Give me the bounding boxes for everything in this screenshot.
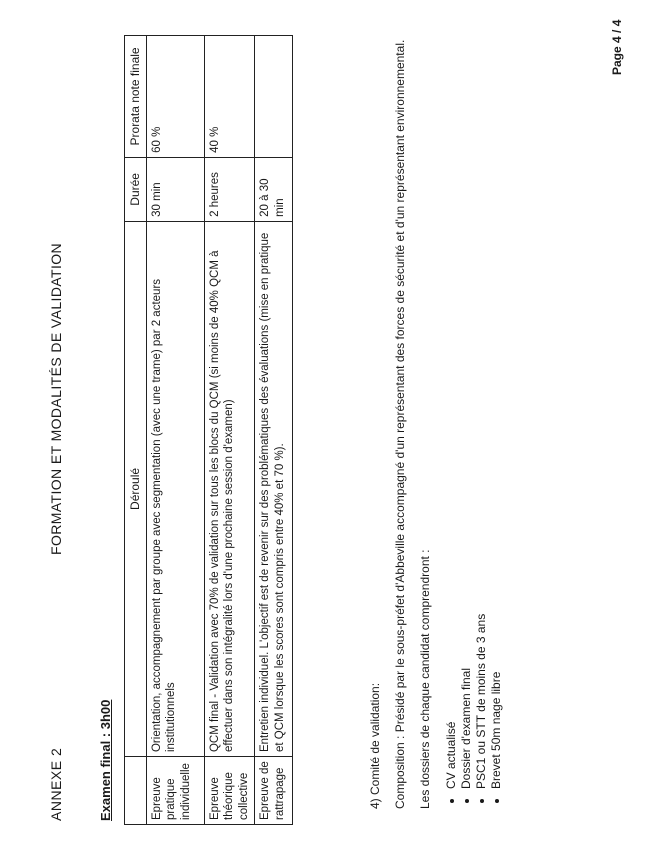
composition-text: Composition : Présidé par le sous-préfet d'Abbeville accompagné d'un représentant des forces de sécurité et d'un représentant environnemental. (393, 39, 407, 809)
duree-cell: 30 min (147, 157, 205, 221)
column-header: Déroulé (125, 221, 147, 756)
deroule-cell: QCM final - Validation avec 70% de validation sur tous les blocs du QCM (si moins de 40% QCM à effectuer dans son intégralité lors d'une prochaine session d'examen) (205, 221, 255, 756)
table-row (205, 36, 255, 825)
duree-cell: 20 à 30 min (255, 157, 293, 221)
deroule-cell: Entretien individuel. L'objectif est de revenir sur des problématiques des évaluations (mise en pratique et QCM lorsque les scores sont compris entre 40% et 70 %). (255, 221, 293, 756)
dossiers-list (444, 614, 504, 809)
table-row (255, 36, 293, 825)
page-number: Page 4 / 4 (610, 19, 624, 75)
list-item: • PSC1 ou STT de moins de 3 ans (474, 614, 489, 789)
prorata-cell: 40 % (205, 36, 255, 158)
list-item: • Brevet 50m nage libre (489, 614, 504, 789)
deroule-cell: Orientation, accompagnement par groupe avec segmentation (avec une trame) par 2 acteurs institutionnels (147, 221, 205, 756)
epreuve-cell: Epreuve pratique individuelle (147, 757, 205, 825)
list-item: • Dossier d'examen final (459, 614, 474, 789)
epreuve-cell: Epreuve de rattrapage (255, 757, 293, 825)
exam-table (124, 35, 293, 825)
dossiers-intro: Les dossiers de chaque candidat comprendront : (418, 549, 432, 809)
prorata-cell (255, 36, 293, 158)
annexe-label: ANNEXE 2 (48, 747, 64, 821)
comite-heading: 4) Comité de validation: (368, 682, 382, 809)
prorata-cell: 60 % (147, 36, 205, 158)
list-item: • CV actualisé (444, 614, 459, 789)
exam-title: Examen final : 3h00 (98, 699, 113, 821)
table-header-row (125, 36, 147, 825)
document-title: FORMATION ET MODALITÉS DE VALIDATION (48, 242, 64, 555)
column-header: Durée (125, 157, 147, 221)
duree-cell: 2 heures (205, 157, 255, 221)
epreuve-cell: Epreuve théorique collective (205, 757, 255, 825)
column-header: Prorata note finale (125, 36, 147, 158)
column-header (125, 757, 147, 825)
table-row (147, 36, 205, 825)
